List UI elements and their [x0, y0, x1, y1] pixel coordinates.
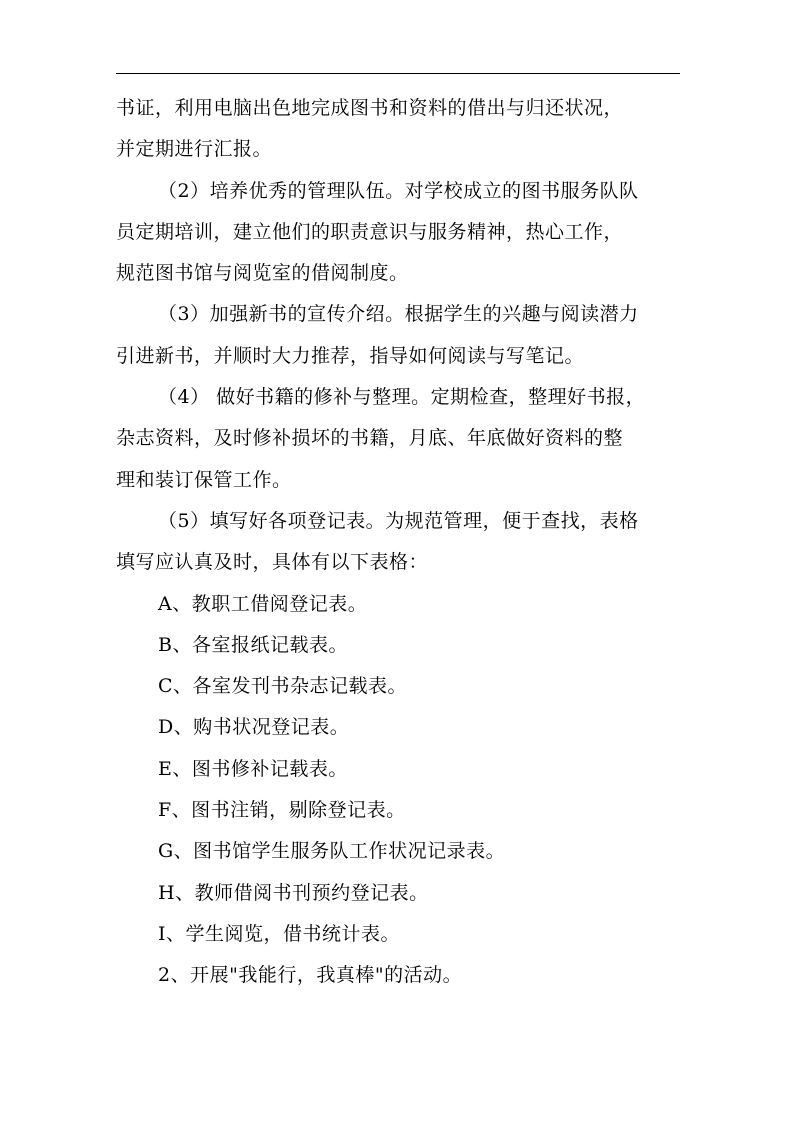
list-item-a: A、教职工借阅登记表。 [158, 592, 368, 615]
section-item-2: 2、开展"我能行，我真棒"的活动。 [158, 964, 463, 987]
list-item-c: C、各室发刊书杂志记载表。 [158, 675, 408, 698]
header-rule [116, 73, 680, 74]
text-line: 填写应认真及时，具体有以下表格： [116, 551, 429, 574]
list-item-g: G、图书馆学生服务队工作状况记录表。 [158, 840, 506, 863]
text-line: 杂志资料，及时修补损坏的书籍，月底、年底做好资料的整 [116, 427, 624, 450]
text-line: 员定期培训，建立他们的职责意识与服务精神，热心工作， [116, 220, 624, 243]
document-body [116, 88, 684, 997]
text-line: 规范图书馆与阅览室的借阅制度。 [116, 262, 409, 285]
text-line: 理和装订保管工作。 [116, 468, 292, 491]
text-line: 引进新书，并顺时大力推荐，指导如何阅读与写笔记。 [116, 344, 585, 367]
text-line: 并定期进行汇报。 [116, 138, 273, 161]
list-item-i: I、学生阅览，借书统计表。 [158, 922, 401, 945]
list-item-h: H、教师借阅书刊预约登记表。 [158, 881, 429, 904]
list-item-d: D、购书状况登记表。 [158, 716, 350, 739]
list-item-b: B、各室报纸记载表。 [158, 633, 348, 656]
text-line: 书证，利用电脑出色地完成图书和资料的借出与归还状况， [116, 97, 624, 119]
list-item-e: E、图书修补记载表。 [158, 757, 348, 780]
list-item-f: F、图书注销，剔除登记表。 [158, 799, 406, 822]
paragraph-item-5: （5）填写好各项登记表。为规范管理，便于查找，表格 [158, 509, 639, 532]
paragraph-item-3: （3）加强新书的宣传介绍。根据学生的兴趣与阅读潜力 [158, 303, 639, 326]
paragraph-item-4: （4） 做好书籍的修补与整理。定期检查，整理好书报， [158, 386, 646, 409]
paragraph-item-2: （2）培养优秀的管理队伍。对学校成立的图书服务队队 [158, 179, 639, 202]
